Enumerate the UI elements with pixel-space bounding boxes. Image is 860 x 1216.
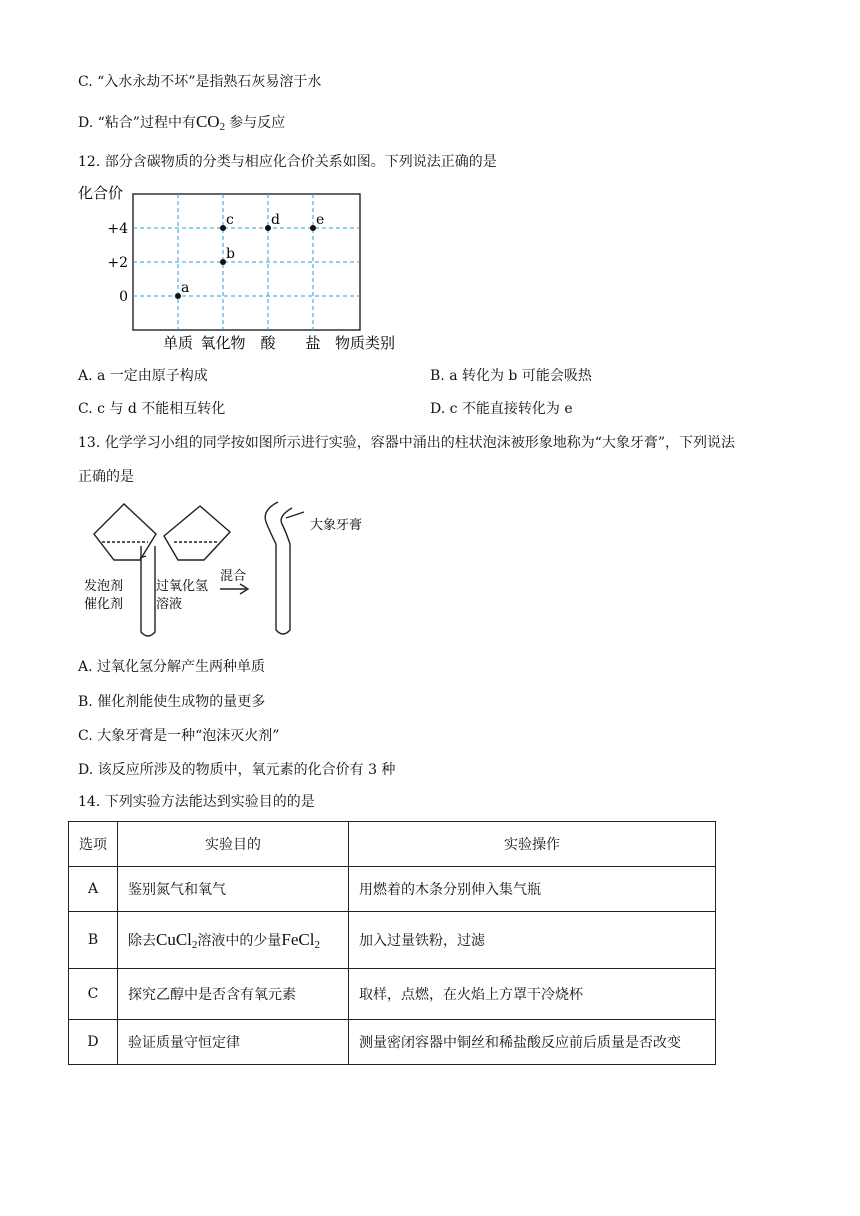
y-tick-label: 0 bbox=[119, 289, 128, 305]
data-point-label: c bbox=[226, 212, 234, 228]
foam-icon bbox=[265, 502, 292, 544]
q11-option-c: C. “入水永劫不坏”是指熟石灰易溶于水 bbox=[78, 74, 322, 90]
y-tick-label: +2 bbox=[107, 255, 128, 271]
data-point-label: a bbox=[181, 280, 190, 296]
q13-stem-line2: 正确的是 bbox=[78, 469, 134, 485]
table-row bbox=[69, 867, 716, 912]
q11-option-d-formula: $CO_2$ bbox=[195, 112, 226, 133]
formula-copper-chloride: CuCl$_2$ bbox=[156, 929, 198, 951]
category-label: 氧化物 bbox=[200, 334, 246, 352]
valence-chart bbox=[75, 178, 475, 358]
q12-option-c: C. c 与 d 不能相互转化 bbox=[78, 401, 226, 417]
left-tube-icon bbox=[141, 546, 155, 636]
q12-option-a: A. a 一定由原子构成 bbox=[78, 368, 208, 384]
data-point-label: e bbox=[316, 212, 325, 228]
category-label: 盐 bbox=[305, 334, 321, 352]
foam-tube-icon bbox=[276, 544, 290, 634]
table-cell-purpose: 除去CuCl$_2$溶液中的少量FeCl$_2$ bbox=[118, 912, 349, 969]
table-cell-purpose: 探究乙醇中是否含有氧元素 bbox=[118, 969, 349, 1020]
q13-option-d: D. 该反应所涉及的物质中，氧元素的化合价有 3 种 bbox=[78, 762, 396, 778]
table-cell-option: C bbox=[69, 969, 118, 1020]
experiment-table bbox=[68, 821, 716, 1065]
q13-option-c: C. 大象牙膏是一种“泡沫灭火剂” bbox=[78, 728, 280, 744]
category-label: 酸 bbox=[260, 334, 276, 352]
table-cell-option: B bbox=[69, 912, 118, 969]
q11-option-d-prefix: D. “粘合”过程中有 bbox=[78, 115, 196, 131]
data-point-label: b bbox=[226, 246, 235, 262]
label-solution: 溶液 bbox=[156, 597, 183, 612]
q12-stem: 12. 部分含碳物质的分类与相应化合价关系如图。下列说法正确的是 bbox=[78, 154, 497, 170]
y-tick-label: +4 bbox=[107, 221, 128, 237]
table-cell-operation: 测量密闭容器中铜丝和稀盐酸反应前后质量是否改变 bbox=[349, 1020, 716, 1065]
table-header-cell: 实验操作 bbox=[349, 822, 716, 867]
table-cell-option: D bbox=[69, 1020, 118, 1065]
q11-option-d bbox=[78, 112, 285, 137]
label-foaming-agent: 发泡剂 bbox=[84, 579, 124, 594]
label-mix: 混合 bbox=[220, 569, 247, 584]
label-elephant-toothpaste: 大象牙膏 bbox=[310, 518, 363, 533]
elephant-toothpaste-figure bbox=[80, 498, 400, 648]
label-catalyst: 催化剂 bbox=[84, 597, 124, 612]
label-hydrogen-peroxide: 过氧化氢 bbox=[156, 579, 209, 594]
table-cell-purpose: 鉴别氮气和氧气 bbox=[118, 867, 349, 912]
table-cell-operation: 用燃着的木条分别伸入集气瓶 bbox=[349, 867, 716, 912]
table-header-row bbox=[69, 822, 716, 867]
q13-option-b: B. 催化剂能使生成物的量更多 bbox=[78, 694, 266, 710]
q12-option-d: D. c 不能直接转化为 e bbox=[430, 401, 573, 417]
q13-stem-line1: 13. 化学学习小组的同学按如图所示进行实验，容器中涌出的柱状泡沫被形象地称为“大象牙膏”，下列说法 bbox=[78, 435, 736, 451]
chart-xlabel: 物质类别 bbox=[335, 334, 396, 352]
q14-stem: 14. 下列实验方法能达到实验目的的是 bbox=[78, 794, 315, 810]
table-header-cell: 实验目的 bbox=[118, 822, 349, 867]
category-label: 单质 bbox=[162, 334, 194, 352]
table-row bbox=[69, 969, 716, 1020]
q12-option-b: B. a 转化为 b 可能会吸热 bbox=[430, 368, 592, 384]
table-cell-operation: 取样，点燃，在火焰上方罩干冷烧杯 bbox=[349, 969, 716, 1020]
data-point-label: d bbox=[271, 212, 280, 228]
table-row bbox=[69, 912, 716, 969]
table-header-cell: 选项 bbox=[69, 822, 118, 867]
formula-iron-chloride: FeCl$_2$ bbox=[281, 929, 320, 951]
q11-option-d-suffix: 参与反应 bbox=[229, 115, 286, 131]
chart-ylabel: 化合价 bbox=[78, 184, 124, 202]
table-row bbox=[69, 1020, 716, 1065]
q13-option-a: A. 过氧化氢分解产生两种单质 bbox=[78, 659, 266, 675]
right-beaker-icon bbox=[164, 506, 230, 560]
table-cell-operation: 加入过量铁粉，过滤 bbox=[349, 912, 716, 969]
table-cell-purpose: 验证质量守恒定律 bbox=[118, 1020, 349, 1065]
left-beaker-icon bbox=[94, 504, 156, 560]
table-cell-option: A bbox=[69, 867, 118, 912]
